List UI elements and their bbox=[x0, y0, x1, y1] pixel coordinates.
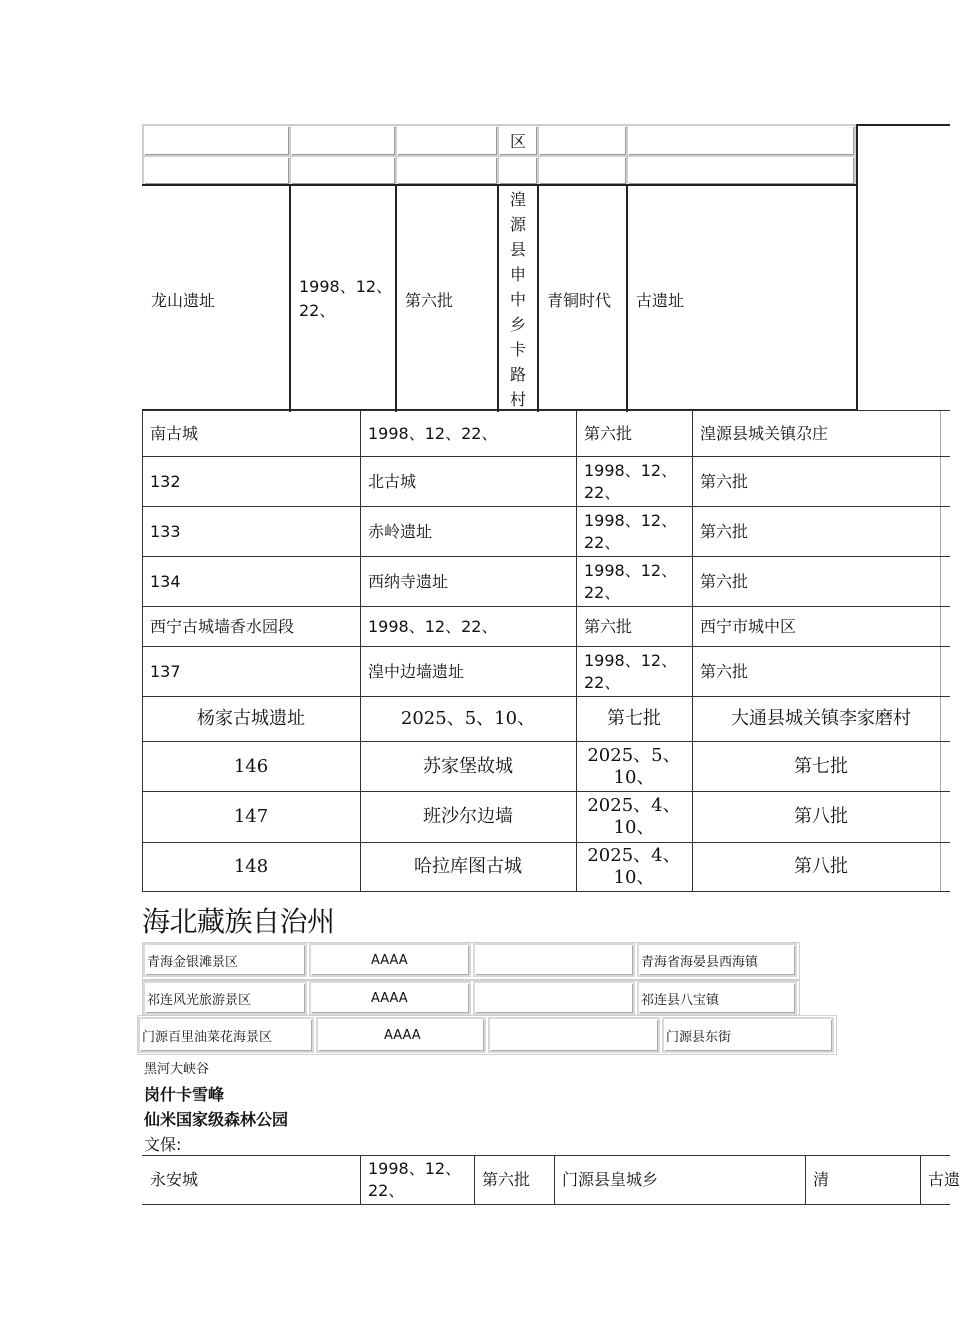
site-name: 龙山遗址 bbox=[143, 185, 290, 412]
column-divider bbox=[360, 843, 361, 891]
table-cell: 杨家古城遗址 bbox=[197, 708, 305, 729]
table-cell: 第六批 bbox=[584, 423, 633, 443]
table-cell: 第七批 bbox=[607, 708, 661, 729]
table-cell: 西纳寺遗址 bbox=[368, 571, 449, 591]
column-divider bbox=[576, 507, 577, 556]
column-divider bbox=[692, 457, 693, 506]
table-cell: 第六批 bbox=[584, 616, 633, 636]
table-row bbox=[142, 791, 950, 842]
column-divider bbox=[576, 607, 577, 646]
table-edge-line bbox=[858, 124, 950, 126]
scenic-name: 祁连风光旅游景区 bbox=[143, 981, 307, 1015]
table-cell: 西宁古城墙香水园段 bbox=[150, 616, 295, 636]
column-divider bbox=[692, 607, 693, 646]
table-cell: 132 bbox=[150, 471, 181, 491]
table-cell: 1998、12、22、 bbox=[584, 460, 678, 502]
column-divider bbox=[576, 557, 577, 606]
district-label: 区 bbox=[498, 125, 538, 156]
table-row bbox=[142, 506, 950, 556]
scenic-level: AAAA bbox=[309, 943, 471, 977]
scenic-level: AAAA bbox=[309, 981, 471, 1015]
table-cell: 147 bbox=[233, 806, 269, 827]
vertical-char: 申 bbox=[509, 264, 526, 284]
column-divider bbox=[576, 843, 577, 891]
column-divider bbox=[692, 557, 693, 606]
table-cell: 133 bbox=[150, 521, 181, 541]
column-divider bbox=[692, 647, 693, 696]
column-divider bbox=[360, 507, 361, 556]
empty-cell bbox=[538, 156, 627, 185]
scenic-row bbox=[137, 1015, 837, 1055]
empty-cell bbox=[290, 156, 396, 185]
table-cell: 西宁市城中区 bbox=[700, 616, 797, 636]
table-row bbox=[142, 410, 950, 456]
table-cell: 137 bbox=[150, 661, 181, 681]
scenic-name: 门源百里油菜花海景区 bbox=[138, 1017, 314, 1053]
table-cell: 1998、12、22、 bbox=[584, 510, 678, 552]
site-location: 门源县皇城乡 bbox=[562, 1170, 659, 1189]
column-divider bbox=[576, 411, 577, 456]
scenic-row bbox=[142, 980, 800, 1016]
table-cell: 2025、4、10、 bbox=[587, 845, 681, 888]
site-era: 清 bbox=[813, 1170, 830, 1189]
table-row bbox=[142, 646, 950, 696]
table-cell: 班沙尔边墙 bbox=[423, 806, 513, 827]
column-divider bbox=[360, 697, 361, 741]
column-divider bbox=[360, 557, 361, 606]
vertical-char: 湟 bbox=[509, 189, 526, 209]
column-divider bbox=[692, 792, 693, 842]
site-name: 永安城 bbox=[150, 1170, 199, 1189]
vertical-char: 卡 bbox=[509, 339, 526, 359]
heritage-row-bottom bbox=[142, 1155, 961, 1205]
table-cell: 第六批 bbox=[700, 471, 749, 491]
empty-cell bbox=[498, 156, 538, 185]
vertical-char: 县 bbox=[509, 239, 526, 259]
table-cell: 1998、12、22、 bbox=[368, 423, 498, 443]
column-divider bbox=[360, 742, 361, 791]
table-rule bbox=[142, 184, 858, 186]
site-type: 古遗址 bbox=[636, 290, 685, 310]
column-divider bbox=[692, 507, 693, 556]
empty-cell bbox=[396, 156, 498, 185]
table-row bbox=[142, 741, 950, 791]
table-cell: 南古城 bbox=[150, 423, 199, 443]
table-cell: 1998、12、22、 bbox=[584, 650, 678, 692]
table-cell: 哈拉库图古城 bbox=[414, 856, 522, 877]
table-cell: 北古城 bbox=[368, 471, 417, 491]
table-cell: 第八批 bbox=[794, 806, 848, 827]
site-batch: 第六批 bbox=[482, 1170, 531, 1189]
column-divider bbox=[692, 843, 693, 891]
column-divider bbox=[692, 411, 693, 456]
scenic-line-xianmi: 仙米国家级森林公园 bbox=[144, 1110, 289, 1129]
empty-cell bbox=[396, 125, 498, 156]
heritage-label: 文保: bbox=[144, 1135, 182, 1154]
column-divider bbox=[576, 457, 577, 506]
table-row bbox=[142, 696, 950, 741]
empty-cell bbox=[627, 125, 855, 156]
scenic-blank bbox=[488, 1017, 660, 1053]
section-heading: 海北藏族自治州 bbox=[142, 905, 335, 938]
column-divider bbox=[576, 742, 577, 791]
table-cell: 第六批 bbox=[700, 661, 749, 681]
table-cell: 湟中边墙遗址 bbox=[368, 661, 465, 681]
site-date: 1998、12、22、 bbox=[368, 1159, 462, 1200]
scenic-blank bbox=[473, 943, 635, 977]
column-divider bbox=[576, 792, 577, 842]
table-cell: 第八批 bbox=[794, 856, 848, 877]
empty-cell bbox=[538, 125, 627, 156]
scenic-row bbox=[142, 942, 800, 980]
column-divider bbox=[576, 647, 577, 696]
column-divider bbox=[576, 697, 577, 741]
table-cell: 1998、12、22、 bbox=[368, 616, 498, 636]
table-row bbox=[142, 606, 950, 646]
table-cell: 第六批 bbox=[700, 521, 749, 541]
scenic-location: 青海省海晏县西海镇 bbox=[637, 943, 797, 977]
scenic-location: 祁连县八宝镇 bbox=[637, 981, 797, 1015]
site-batch: 第六批 bbox=[396, 185, 498, 412]
table-cell: 赤岭遗址 bbox=[368, 521, 433, 541]
table-cell: 2025、4、10、 bbox=[587, 795, 681, 838]
heritage-table-top bbox=[142, 124, 856, 412]
table-cell: 1998、12、22、 bbox=[584, 560, 678, 602]
table-cell: 第七批 bbox=[794, 755, 848, 777]
vertical-char: 村 bbox=[509, 389, 526, 409]
empty-cell bbox=[627, 156, 855, 185]
table-row bbox=[142, 556, 950, 606]
site-date: 1998、12、22、 bbox=[290, 185, 396, 412]
column-divider bbox=[360, 457, 361, 506]
column-divider bbox=[692, 742, 693, 791]
site-era: 青铜时代 bbox=[538, 185, 627, 412]
empty-cell bbox=[143, 156, 290, 185]
column-divider bbox=[360, 411, 361, 456]
scenic-line-gangshika: 岗什卡雪峰 bbox=[144, 1085, 225, 1104]
scenic-name: 青海金银滩景区 bbox=[143, 943, 307, 977]
scenic-location: 门源县东街 bbox=[662, 1017, 834, 1053]
table-cell: 大通县城关镇李家磨村 bbox=[731, 708, 911, 729]
column-divider bbox=[360, 607, 361, 646]
table-cell: 2025、5、10、 bbox=[400, 708, 536, 729]
table-row bbox=[142, 842, 950, 892]
vertical-char: 源 bbox=[509, 214, 526, 234]
scenic-line-heihe: 黑河大峡谷 bbox=[144, 1062, 210, 1077]
vertical-location-text bbox=[508, 187, 528, 412]
table-cell: 148 bbox=[233, 856, 269, 877]
table-cell: 146 bbox=[233, 755, 269, 777]
site-type: 古遗 bbox=[928, 1170, 961, 1189]
table-row bbox=[142, 456, 950, 506]
table-cell: 湟源县城关镇尕庄 bbox=[700, 423, 829, 443]
column-divider bbox=[692, 697, 693, 741]
empty-cell bbox=[143, 125, 290, 156]
table-cell: 134 bbox=[150, 571, 181, 591]
scenic-level: AAAA bbox=[316, 1017, 486, 1053]
column-divider bbox=[360, 647, 361, 696]
scenic-blank bbox=[473, 981, 635, 1015]
vertical-char: 中 bbox=[509, 289, 526, 309]
empty-cell bbox=[290, 125, 396, 156]
vertical-char: 路 bbox=[509, 364, 526, 384]
table-cell: 2025、5、10、 bbox=[587, 744, 681, 788]
table-cell: 第六批 bbox=[700, 571, 749, 591]
site-location-vertical bbox=[498, 185, 538, 412]
vertical-char: 乡 bbox=[509, 314, 526, 334]
table-cell: 苏家堡故城 bbox=[423, 755, 513, 777]
column-divider bbox=[360, 792, 361, 842]
